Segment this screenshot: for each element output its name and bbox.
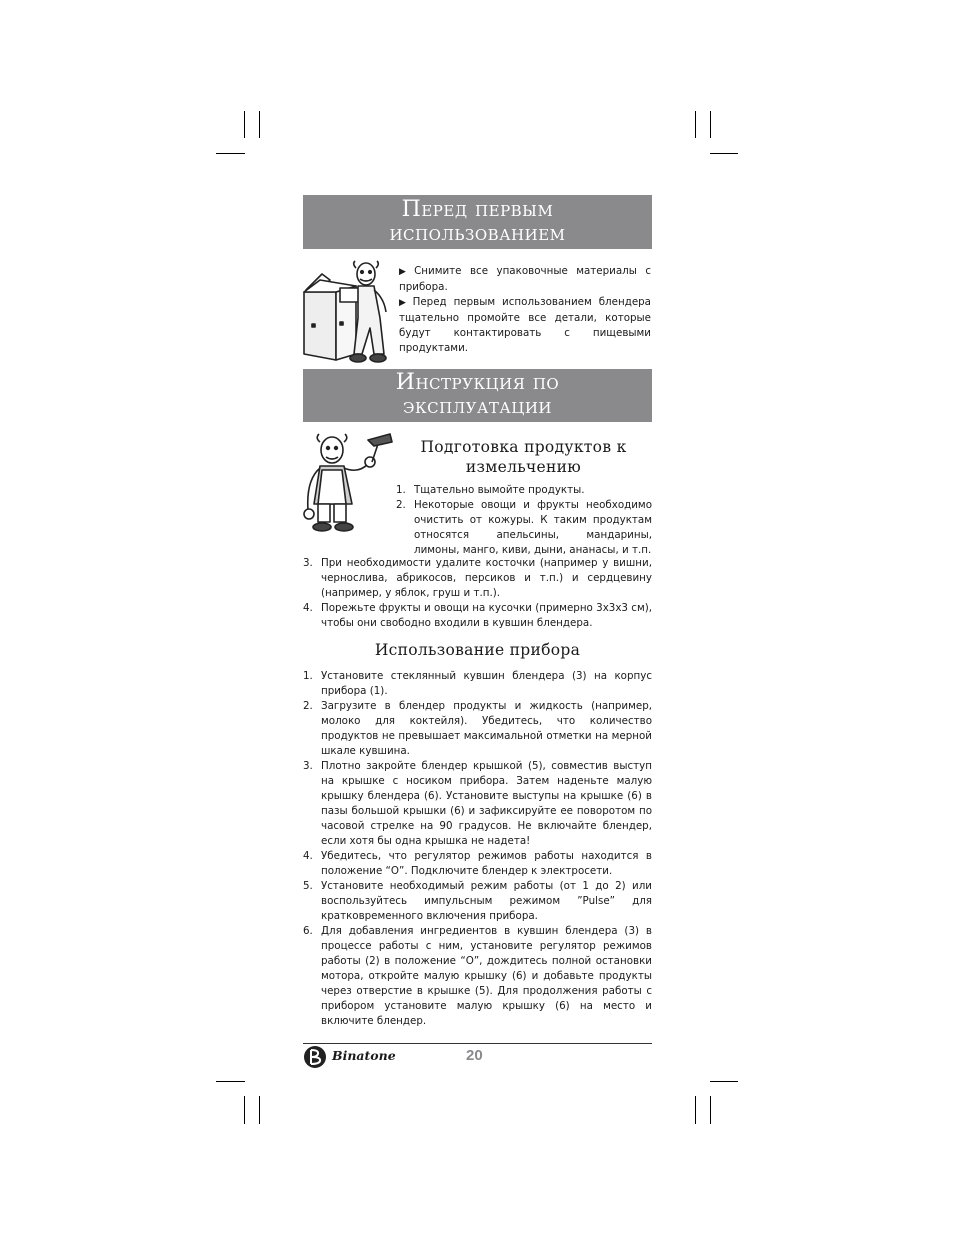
bullet-item: ▶ Снимите все упаковочные материалы с прибора. <box>399 265 651 293</box>
crop-mark <box>216 153 245 154</box>
list-item: 3. При необходимости удалите косточки (например у вишни, чернослива, абрикосов, персиков и т.п.) и сердцевину (например, у яблок, груш и т.п.). <box>303 557 652 599</box>
illustration-man-with-hammer <box>298 430 394 538</box>
triangle-bullet-icon: ▶ <box>399 298 410 308</box>
crop-mark <box>710 1096 711 1124</box>
bullet-item: ▶ Перед первым использованием блендера тщательно промойте все детали, которые будут контактировать с пищевыми продуктами. <box>399 296 651 354</box>
crop-mark <box>710 153 738 154</box>
list-item: 3. Плотно закройте блендер крышкой (5), совместив выступ на крышке с носиком прибора. Затем наденьте малую крышку блендера (6). Установите выступы на крышке (6) в пазы большой крышки (6) и зафиксируйте ее поворотом по часовой стрелке на 90 градусов. Не включайте блендер, если хотя бы одна крышка не надета! <box>303 760 652 847</box>
crop-mark <box>710 111 711 138</box>
binatone-logo-icon <box>303 1045 331 1069</box>
usage-list <box>303 669 652 1029</box>
illustration-man-unpacking <box>300 258 396 366</box>
crop-mark <box>216 1081 245 1082</box>
brand-name: Binatone <box>332 1048 396 1063</box>
subheading-device-usage: Использование прибора <box>374 641 581 659</box>
banner-title-line2: эксплуатации <box>403 394 552 419</box>
crop-mark <box>710 1081 738 1082</box>
list-item: 4. Порежьте фрукты и овощи на кусочки (примерно 3х3х3 см), чтобы они свободно входили в кувшин блендера. <box>303 602 652 629</box>
banner-title-line1: Инструкция по <box>395 370 560 395</box>
section-banner-before-use <box>303 195 652 249</box>
page-number: 20 <box>466 1047 483 1064</box>
list-item: 6. Для добавления ингредиентов в кувшин блендера (3) в процессе работы с ним, установите регулятор режимов работы (2) в положение “О”, дождитесь полной остановки мотора, откройте малую крышку (6) и добавьте продукты через отверстие в крышке (5). Для продолжения работы с прибором установите малую крышку (6) на место и включите блендер. <box>303 925 652 1027</box>
list-item: 2. Загрузите в блендер продукты и жидкость (например, молоко для коктейля). Убедитесь, что количество продуктов не превышает максимальной отметки на мерной шкале кувшина. <box>303 700 652 757</box>
list-item: 4. Убедитесь, что регулятор режимов работы находится в положение “О”. Подключите блендер к электросети. <box>303 850 652 877</box>
crop-mark <box>259 111 260 138</box>
section-banner-instructions <box>303 369 652 422</box>
food-prep-list-top <box>396 483 652 558</box>
crop-mark <box>259 1096 260 1124</box>
list-item: 1. Тщательно вымойте продукты. <box>396 484 585 496</box>
crop-mark <box>695 1096 696 1124</box>
subheading-food-preparation: Подготовка продуктов к измельчению <box>420 438 627 476</box>
crop-mark <box>244 1096 245 1124</box>
banner-title-line2: использованием <box>389 221 566 246</box>
triangle-bullet-icon: ▶ <box>399 267 412 277</box>
footer-rule <box>303 1043 652 1044</box>
list-item: 5. Установите необходимый режим работы (от 1 до 2) или воспользуйтесь импульсным режимом ”Pulse” для кратковременного включения прибора. <box>303 880 652 922</box>
crop-mark <box>244 111 245 138</box>
list-item: 1. Установите стеклянный кувшин блендера (3) на корпус прибора (1). <box>303 670 652 697</box>
crop-mark <box>695 111 696 138</box>
before-use-instructions <box>399 264 651 356</box>
banner-title-line1: Перед первым <box>401 197 554 222</box>
food-prep-list-bottom <box>303 556 652 631</box>
list-item: 2. Некоторые овощи и фрукты необходимо очистить от кожуры. К таким продуктам относятся апельсины, мандарины, лимоны, манго, киви, дыни, ананасы, и т.п. <box>396 499 652 556</box>
